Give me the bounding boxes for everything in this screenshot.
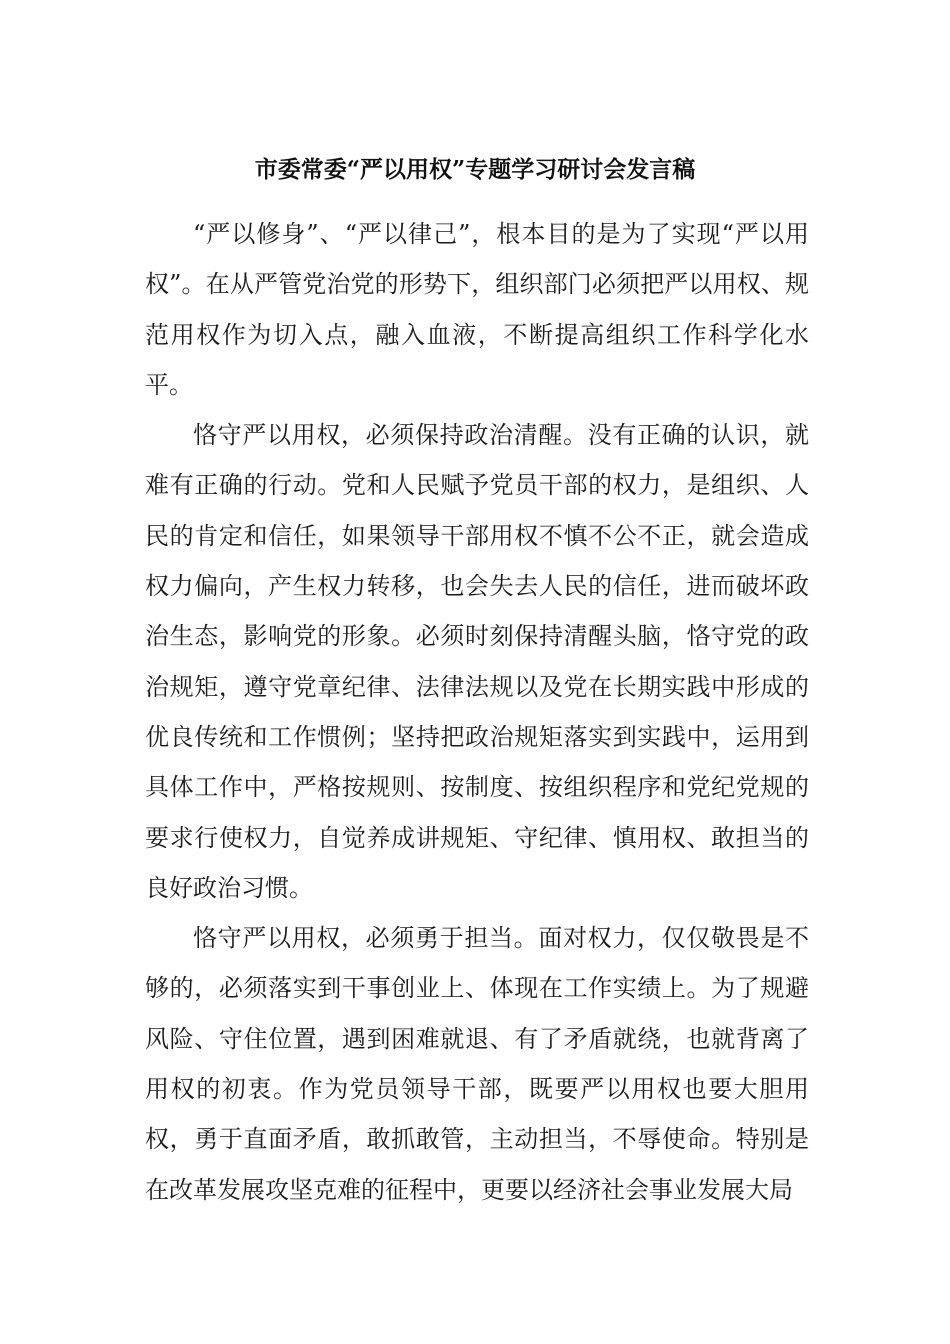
paragraph-3: 恪守严以用权，必须勇于担当。面对权力，仅仅敬畏是不够的，必须落实到干事创业上、体现在工作实绩上。为了规避风险、守住位置，遇到困难就退、有了矛盾就绕，也就背离了用权的初衷。作为党员领导干部，既要严以用权也要大胆用权，勇于直面矛盾，敢抓敢管，主动担当，不辱使命。特别是在改革发展攻坚克难的征程中，更要以经济社会事业发展大局	[145, 924, 809, 1204]
document-title: 市委常委“严以用权”专题学习研讨会发言稿	[254, 156, 696, 183]
document-body	[145, 209, 809, 1215]
paragraph-1: “严以修身”、“严以律己”，根本目的是为了实现“严以用权”。在从严管党治党的形势下，组织部门必须把严以用权、规范用权作为切入点，融入血液，不断提高组织工作科学化水平。	[145, 220, 809, 399]
paragraph-2: 恪守严以用权，必须保持政治清醒。没有正确的认识，就难有正确的行动。党和人民赋予党员干部的权力，是组织、人民的肯定和信任，如果领导干部用权不慎不公不正，就会造成权力偏向，产生权力转移，也会失去人民的信任，进而破坏政治生态，影响党的形象。必须时刻保持清醒头脑，恪守党的政治规矩，遵守党章纪律、法律法规以及党在长期实践中形成的优良传统和工作惯例；坚持把政治规矩落实到实践中，运用到具体工作中，严格按规则、按制度、按组织程序和党纪党规的要求行使权力，自觉养成讲规矩、守纪律、慎用权、敢担当的良好政治习惯。	[145, 421, 809, 902]
